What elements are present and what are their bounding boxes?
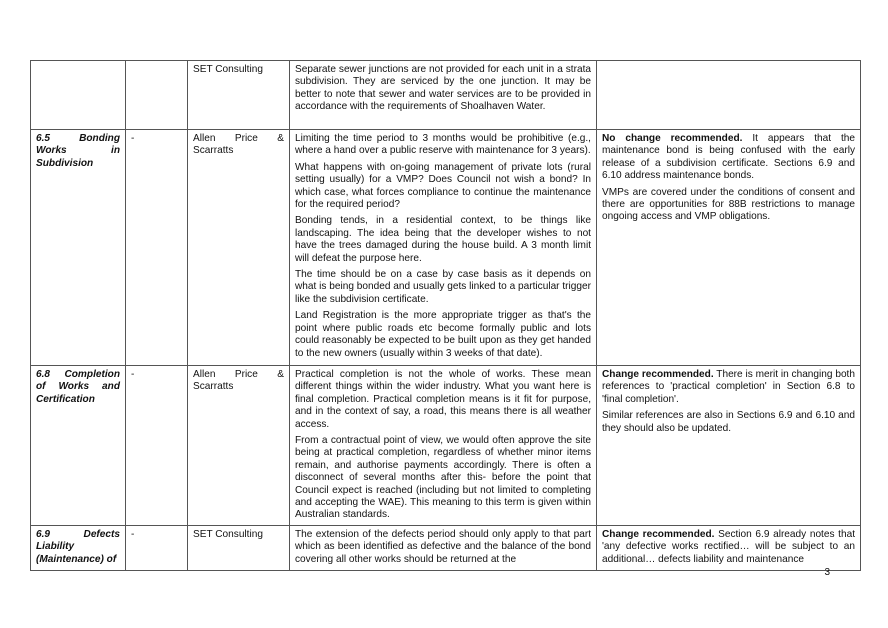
response-paragraph [602,133,855,183]
section-title-line: Certification [36,393,95,405]
response-heading: Change recommended. [602,369,714,380]
submitter-name-line: Allen Price & [193,369,284,380]
response-paragraph [602,369,855,406]
response-cell [597,61,861,130]
comment-cell [290,366,597,526]
response-cell [597,366,861,526]
section-cell [31,130,126,366]
section-cell [31,366,126,526]
response-paragraph: Similar references are also in Sections 6.9 and 6.10 and they should also be updated. [602,410,855,434]
submitter-name-line: Allen Price & [193,133,284,144]
submitter-name: SET Consulting [193,528,263,540]
submitter-name [193,369,284,381]
table-row [31,366,861,526]
response-heading: Change recommended. [602,528,715,540]
response-heading: No change recommended. [602,133,743,144]
response-cell [597,130,861,366]
section-cell [31,525,126,570]
comment-cell [290,61,597,130]
submitter-cell [188,366,290,526]
section-title-line: of Works and [36,381,120,393]
comment-cell [290,525,597,570]
ref-cell: - [126,525,188,570]
ref-cell: - [126,366,188,526]
comment-paragraph: From a contractual point of view, we would often approve the site being at practical completion, regardless of whether minor items remain, and authorise payments accordingly. There is often a disconnect of several months after this- before the point that Council expect is reached (including but not limited to completing and accepting the WAE). This meaning to this term is given within Australian standards. [295,435,591,521]
section-title-line: 6.9 Defects [36,528,120,540]
response-text: It appears that the maintenance bond is being confused with the early release of a subdivision certificate. Sections 6.9 and 6.10 address maintenance bonds. [602,133,856,182]
section-title-line: (Maintenance) of [36,553,117,565]
comment-paragraph: Bonding tends, in a residential context, to be things like landscaping. The idea being that the developer wishes to not have the trees damaged during the house build. A 3 month limit will defeat the purpose here. [295,215,591,264]
section-title-line: Liability [36,541,75,553]
comment-cell [290,130,597,366]
comment-paragraph: The extension of the defects period should only apply to that part which as been identified as defective and the balance of the bond covering all other works should be returned at the [295,528,591,565]
section-title-line: 6.8 Completion [36,369,120,380]
comment-paragraph: Limiting the time period to 3 months would be prohibitive (e.g., where a hand over a public reserve with maintenance for 3 years). [295,133,591,157]
response-paragraph: VMPs are covered under the conditions of consent and there are opportunities for 88B restrictions to manage ongoing access and VMP obligations. [602,186,855,223]
comment-paragraph: The time should be on a case by case basis as it depends on what is being bonded and usually gets linked to a particular trigger like the subdivision certificate. [295,269,591,305]
response-text: There is merit in changing both references to 'practical completion' in Section 6.8 to 'final completion'. [602,369,855,405]
ref-cell [126,61,188,130]
comment-paragraph: What happens with on-going management of private lots (rural setting usually) for a VMP? Does Council not wish a bond? In which case, what forces compliance to continue the maintenance for the required period? [295,161,591,211]
submitter-name-line: Scarratts [193,145,234,157]
submitter-cell [188,525,290,570]
table-row [31,61,861,130]
response-paragraph [602,529,855,566]
response-cell [597,525,861,570]
submitter-name-line: Scarratts [193,381,234,393]
comment-paragraph: Land Registration is the more appropriate trigger as that's the point where public roads etc become formally public and lots could reasonably be expected to be built upon as they get handed to the new owners (usually within 3 weeks of that date). [295,310,591,359]
section-title-line: Works in [36,145,120,157]
ref-cell: - [126,130,188,366]
table-row [31,525,861,570]
submitter-name: SET Consulting [193,64,263,75]
section-cell [31,61,126,130]
comment-paragraph: Practical completion is not the whole of works. These mean different things within the wider industry. What you want here is final completion. Practical completion means is it fit for purpose, and in the context of say, a road, this means there is all weather access. [295,369,591,430]
submissions-table [30,60,861,571]
submitter-cell [188,61,290,130]
comment-paragraph: Separate sewer junctions are not provided for each unit in a strata subdivision. They are serviced by the one junction. It may be better to note that sewer and water services are to be provided in accordance with the requirements of Shoalhaven Water. [295,64,591,113]
section-title-line: 6.5 Bonding [36,133,120,144]
table-row [31,130,861,366]
response-text: Section 6.9 already notes that 'any defective works rectified… will be subject to an additional… defects liability and maintenance [602,528,856,565]
page-number: 3 [824,567,830,578]
section-title-line: Subdivision [36,157,94,169]
submitter-name [193,133,284,145]
submitter-cell [188,130,290,366]
